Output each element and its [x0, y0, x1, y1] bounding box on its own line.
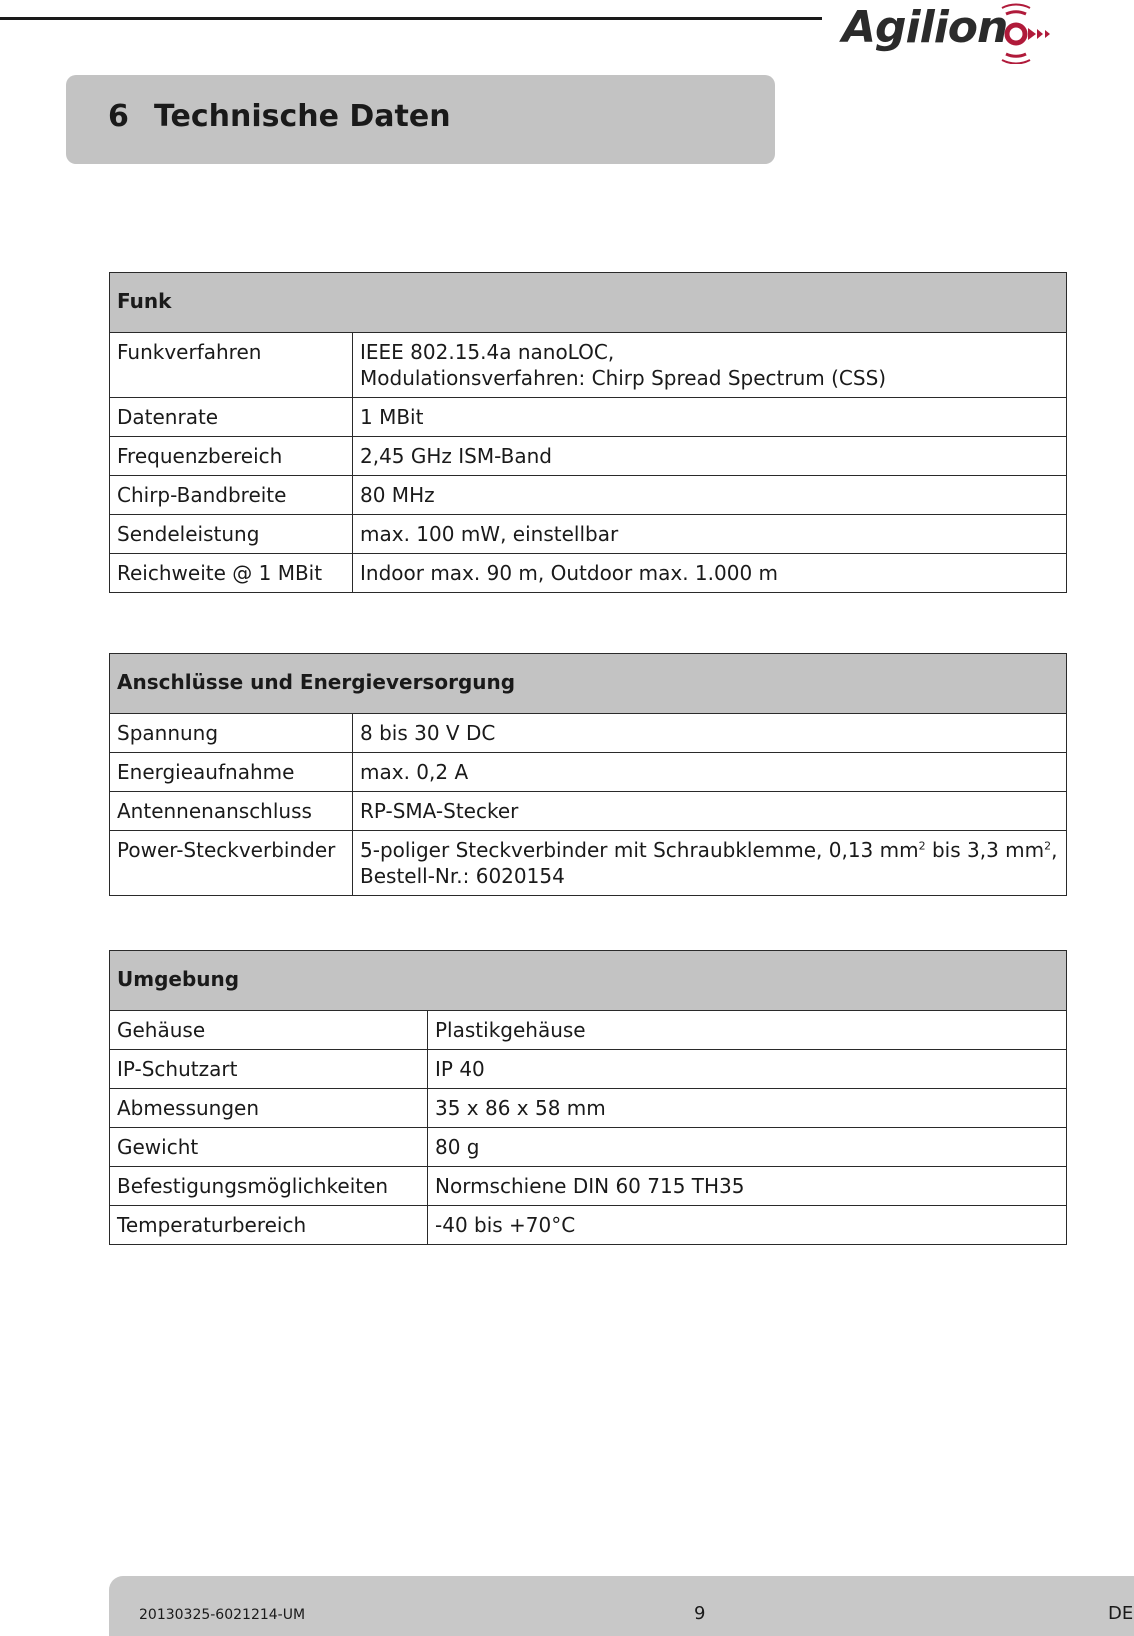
- row-value: 5-poliger Steckverbinder mit Schraubklemme, 0,13 $mm^2$ bis 3,3 $mm^2$, Bestell-Nr.: 6020154: [353, 831, 1067, 896]
- row-value: Plastikgehäuse: [428, 1011, 1067, 1050]
- row-value: max. 0,2 A: [353, 753, 1067, 792]
- row-label: Temperaturbereich: [110, 1206, 428, 1245]
- table-title: Umgebung: [110, 951, 1067, 1011]
- language-code: DE: [1108, 1603, 1134, 1624]
- agilion-logo: [838, 0, 1058, 66]
- row-label: Reichweite @ 1 MBit: [110, 554, 353, 593]
- row-value: max. 100 mW, einstellbar: [353, 515, 1067, 554]
- footer-bar: [109, 1576, 1134, 1636]
- footer-doc-id: 20130325-6021214-UM: [139, 1607, 306, 1623]
- row-label: Abmessungen: [110, 1089, 428, 1128]
- row-value: 1 MBit: [353, 398, 1067, 437]
- row-value: -40 bis +70°C: [428, 1206, 1067, 1245]
- row-value: 2,45 GHz ISM-Band: [353, 437, 1067, 476]
- table-row: [110, 515, 1067, 554]
- table-row: [110, 753, 1067, 792]
- row-value: Indoor max. 90 m, Outdoor max. 1.000 m: [353, 554, 1067, 593]
- row-value: 80 g: [428, 1128, 1067, 1167]
- row-label: Spannung: [110, 714, 353, 753]
- table-row: [110, 554, 1067, 593]
- row-value: RP-SMA-Stecker: [353, 792, 1067, 831]
- table-row: [110, 792, 1067, 831]
- row-label: Power-Steckverbinder: [110, 831, 353, 896]
- logo-text: Agilion: [842, 2, 1008, 53]
- row-label: Funkverfahren: [110, 333, 353, 398]
- row-label: Sendeleistung: [110, 515, 353, 554]
- table-umgebung: [109, 950, 1067, 1245]
- chapter-heading: [66, 75, 775, 164]
- row-value: 8 bis 30 V DC: [353, 714, 1067, 753]
- chapter-number: 6: [108, 99, 129, 134]
- chapter-title: Technische Daten: [154, 99, 451, 134]
- row-label: Befestigungsmöglichkeiten: [110, 1167, 428, 1206]
- table-row: [110, 1050, 1067, 1089]
- table-row: [110, 714, 1067, 753]
- table-anschluesse: [109, 653, 1067, 896]
- table-row: [110, 1167, 1067, 1206]
- row-label: Datenrate: [110, 398, 353, 437]
- signal-icon: [994, 0, 1058, 64]
- row-value: 35 x 86 x 58 mm: [428, 1089, 1067, 1128]
- table-row: [110, 1089, 1067, 1128]
- row-label: Gewicht: [110, 1128, 428, 1167]
- table-row: [110, 476, 1067, 515]
- row-value: Normschiene DIN 60 715 TH35: [428, 1167, 1067, 1206]
- row-label: Antennenanschluss: [110, 792, 353, 831]
- row-label: Frequenzbereich: [110, 437, 353, 476]
- row-label: Gehäuse: [110, 1011, 428, 1050]
- row-label: Chirp-Bandbreite: [110, 476, 353, 515]
- table-row: [110, 1128, 1067, 1167]
- table-title: Funk: [110, 273, 1067, 333]
- table-title: Anschlüsse und Energieversorgung: [110, 654, 1067, 714]
- header-rule: [0, 17, 822, 20]
- row-value: IP 40: [428, 1050, 1067, 1089]
- row-label: IP-Schutzart: [110, 1050, 428, 1089]
- table-funk: [109, 272, 1067, 593]
- page-number: 9: [694, 1603, 706, 1624]
- table-row: [110, 1206, 1067, 1245]
- table-row: [110, 437, 1067, 476]
- table-row: [110, 831, 1067, 896]
- table-row: [110, 398, 1067, 437]
- table-row: [110, 333, 1067, 398]
- row-value: IEEE 802.15.4a nanoLOC, Modulationsverfahren: Chirp Spread Spectrum (CSS): [353, 333, 1067, 398]
- table-row: [110, 1011, 1067, 1050]
- row-label: Energieaufnahme: [110, 753, 353, 792]
- row-value: 80 MHz: [353, 476, 1067, 515]
